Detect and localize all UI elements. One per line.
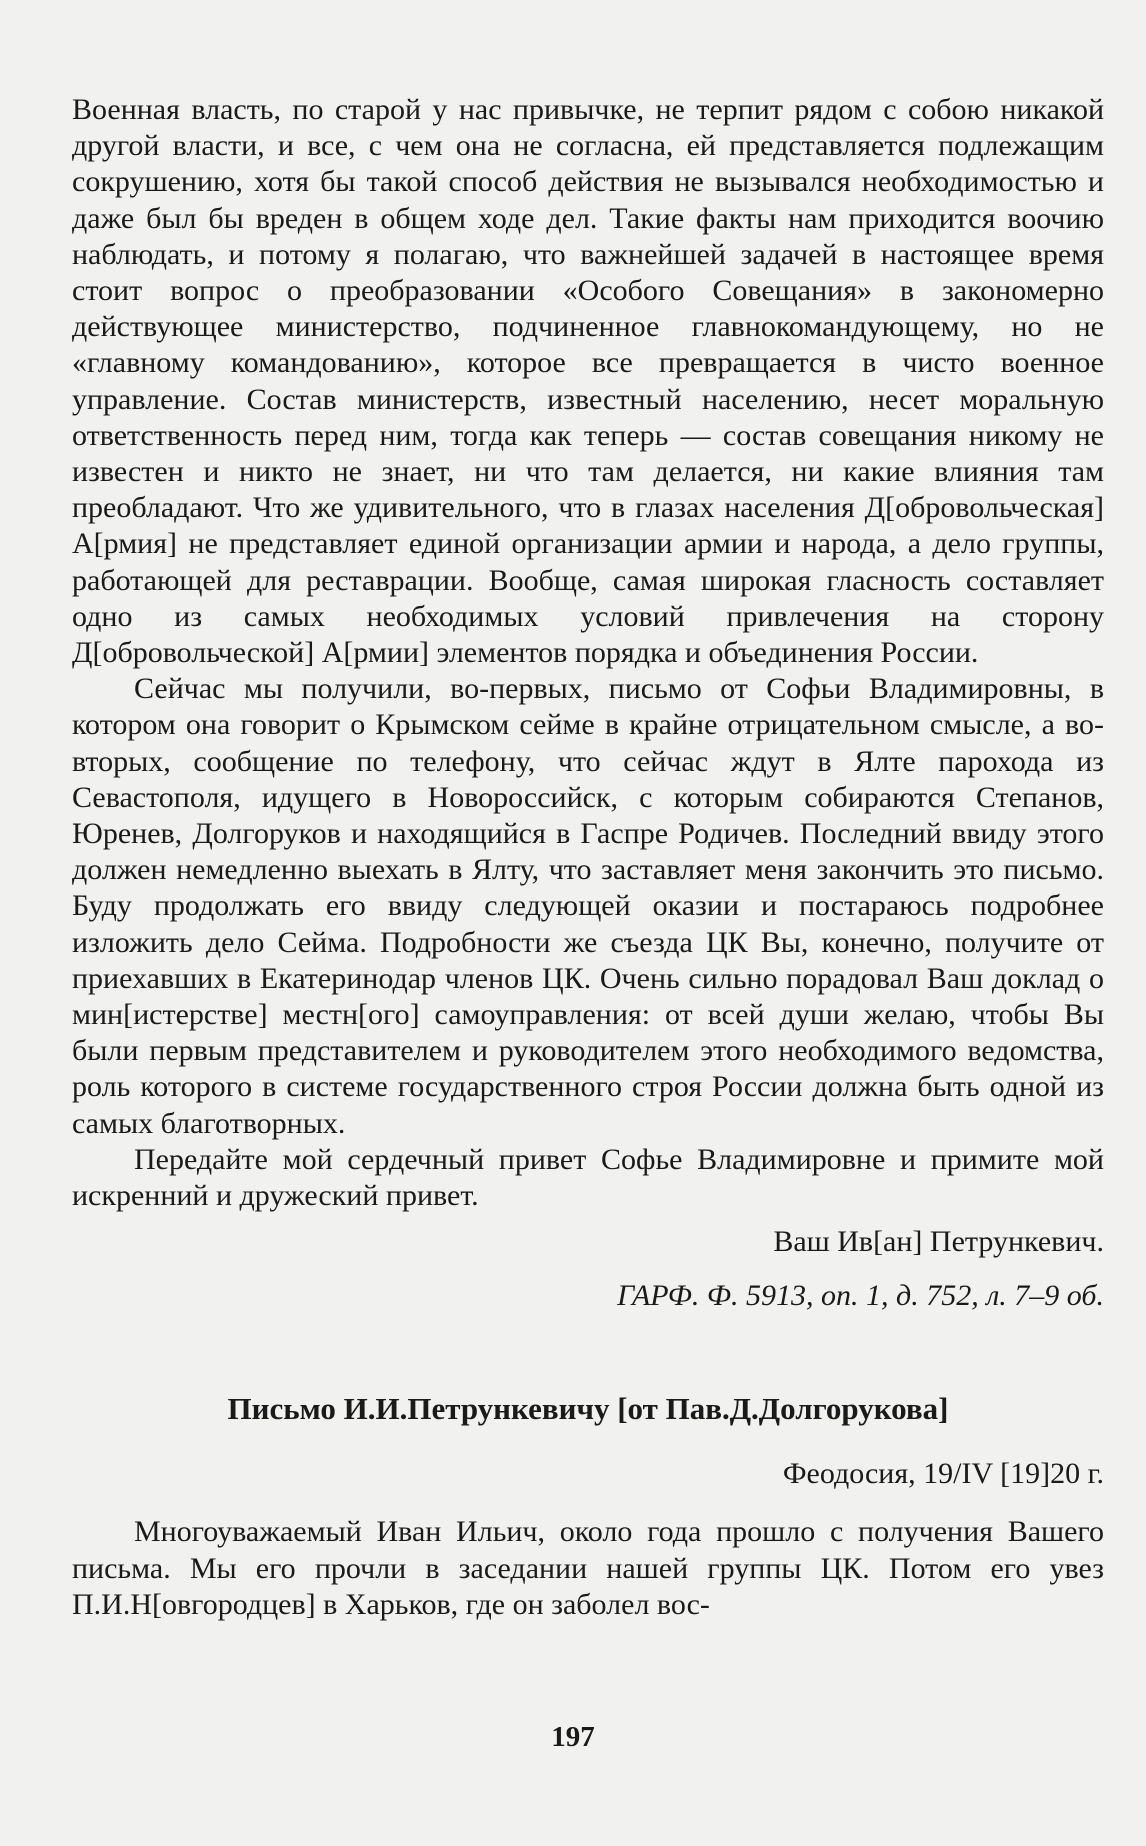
page-content — [72, 92, 1104, 1623]
page-number: 197 — [551, 1721, 595, 1753]
letter1-signature: Ваш Ив[ан] Петрункевич. — [773, 1225, 1104, 1259]
letter2-opening-paragraph: Многоуважаемый Иван Ильич, около года прошло с получения Вашего письма. Мы его прочли в заседании нашей группы ЦК. Потом его увез П.И.Н[овгородцев] в Харьков, где он заболел вос- — [72, 1515, 1104, 1621]
letter1-paragraph-2: Сейчас мы получили, во-первых, письмо от Софьи Владимировны, в котором она говорит о Крымском сейме в крайне отрицательном смысле, а во-вторых, сообщение по телефону, что сейчас ждут в Ялте парохода из Севастополя, идущего в Новороссийск, с которым собираются Степанов, Юренев, Долгоруков и находящийся в Гаспре Родичев. Последний ввиду этого должен немедленно выехать в Ялту, что заставляет меня закончить это письмо. Буду продолжать его ввиду следующей оказии и постараюсь подробнее изложить дело Сейма. Подробности же съезда ЦК Вы, конечно, получите от приехавших в Екатеринодар членов ЦК. Очень сильно порадовал Ваш доклад о мин[истерстве] местн[ого] самоуправления: от всей души желаю, чтобы Вы были первым представителем и руководителем этого необходимого ведомства, роль которого в системе государственного строя России должна быть одной из самых благотворных. — [72, 672, 1104, 1140]
letter2-heading: Письмо И.И.Петрункевичу [от Пав.Д.Долгорукова] — [227, 1391, 949, 1427]
letter1-paragraph-3: Передайте мой сердечный привет Софье Владимировне и примите мой искренний и дружеский привет. — [72, 1142, 1104, 1213]
archive-source-citation: ГАРФ. Ф. 5913, оп. 1, д. 752, л. 7–9 об. — [617, 1279, 1104, 1313]
letter2-place-date: Феодосия, 19/IV [19]20 г. — [782, 1457, 1104, 1491]
letter1-paragraph-1: Военная власть, по старой у нас привычке, не терпит рядом с собою никакой другой власти, и все, с чем она не согласна, ей представляется подлежащим сокрушению, хотя бы такой способ действия не вызывался необходимостью и даже был бы вреден в общем ходе дел. Такие факты нам приходится воочию наблюдать, и потому я полагаю, что важнейшей задачей в настоящее время стоит вопрос о преобразовании «Особого Совещания» в закономерно действующее министерство, подчиненное главнокомандующему, но не «главному командованию», которое все превращается в чисто военное управление. Состав министерств, известный населению, несет моральную ответственность перед ним, тогда как теперь — состав совещания никому не известен и никто не знает, ни что там делается, ни какие влияния там преобладают. Что же удивительного, что в глазах населения Д[обровольческая] А[рмия] не представляет единой организации армии и народа, а дело группы, работающей для реставрации. Вообще, самая широкая гласность составляет одно из самых необходимых условий привлечения на сторону Д[обровольческой] А[рмии] элементов порядка и объединения России. — [72, 93, 1104, 670]
